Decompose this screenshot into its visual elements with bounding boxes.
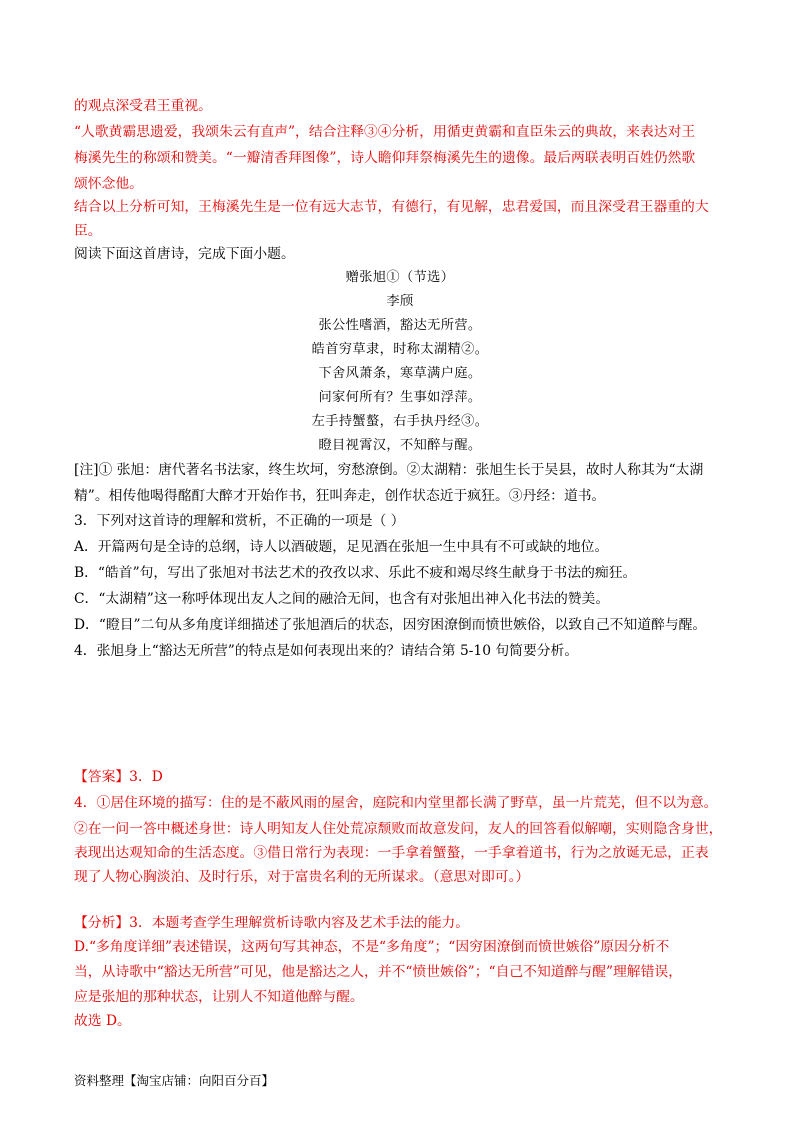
question-3-option-a: A．开篇两句是全诗的总纲，诗人以酒破题，足见酒在张旭一生中具有不可或缺的地位。 [74,539,609,555]
analysis-top-line-2: “人歌黄霸思遗爱，我颂朱云有直声”，结合注释③④分析，用循吏黄霸和直臣朱云的典故，来表达对王 [74,124,696,140]
question-3-stem: 3．下列对这首诗的理解和赏析，不正确的一项是（ ） [74,513,405,529]
notes-line-1: [注]① 张旭：唐代著名书法家，终生坎坷，穷愁潦倒。②太湖精：张旭生长于吴县，故时人称其为“太湖 [74,462,704,478]
poem-line-3: 下舍风萧条，寒草满户庭。 [318,366,482,381]
poem-line-2: 皓首穷草隶，时称太湖精②。 [311,342,489,357]
question-3-option-d: D．“瞪目”二句从多角度详细描述了张旭酒后的状态，因穷困潦倒而愤世嫉俗，以致自己不知道醉与醒。 [74,617,707,633]
poem-author: 李颀 [386,294,414,309]
question-3-option-b: B．“皓首”句，写出了张旭对书法艺术的孜孜以求、乐此不疲和竭尽终生献身于书法的痴狂。 [74,565,637,581]
page-footer: 资料整理【淘宝店铺：向阳百分百】 [74,1073,275,1088]
notes-line-2: 精”。相传他喝得酩酊大醉才开始作书，狂叫奔走，创作状态近于疯狂。③丹经：道书。 [74,488,606,504]
answer-line-1: 【答案】3．D [74,769,163,785]
analysis-top-line-5: 结合以上分析可知，王梅溪先生是一位有远大志节，有德行，有见解，忠君爱国，而且深受君王器重的大 [74,199,709,215]
analysis-top-line-1: 的观点深受君王重视。 [74,98,212,114]
poem-line-6: 瞪目视霄汉，不知醉与醒。 [318,438,482,453]
analysis-line-3: 当，从诗歌中“豁达无所营”可见，他是豁达之人，并不“愤世嫉俗”；“自己不知道醉与醒”理解错误， [74,964,682,980]
answer-line-5: 现了人物心胸淡泊、及时行乐，对于富贵名利的无所谋求。（意思对即可。） [74,869,530,885]
analysis-line-2: D.“多角度详细”表述错误，这两句写其神态，不是“多角度”；“因穷困潦倒而愤世嫉俗”原因分析不 [74,939,670,955]
analysis-top-line-3: 梅溪先生的称颂和赞美。“一瓣清香拜图像”，诗人瞻仰拜祭梅溪先生的遗像。最后两联表明百姓仍然歌 [74,150,696,166]
question-4-stem: 4．张旭身上“豁达无所营”的特点是如何表现出来的？请结合第 5-10 句简要分析。 [74,643,579,659]
analysis-top-line-4: 颂怀念他。 [74,176,143,192]
poem-line-5: 左手持蟹螯，右手执丹经③。 [311,414,489,429]
answer-line-2: 4．①居住环境的描写：住的是不蔽风雨的屋舍，庭院和内堂里都长满了野草，虽一片荒芜，但不以为意。 [74,795,718,811]
poem-title: 赠张旭①（节选） [345,270,455,285]
answer-line-3: ②在一问一答中概述身世：诗人明知友人住处荒凉颓败而故意发问，友人的回答看似解嘲，实则隐含身世， [74,821,723,837]
reading-intro: 阅读下面这首唐诗，完成下面小题。 [74,246,295,262]
question-3-option-c: C．“太湖精”这一称呼体现出友人之间的融洽无间，也含有对张旭出神入化书法的赞美。 [74,591,610,607]
poem-line-4: 问家何所有？生事如浮萍。 [318,390,482,405]
poem-line-1: 张公性嗜酒，豁达无所营。 [318,318,482,333]
analysis-line-4: 应是张旭的那种状态，让别人不知道他醉与醒。 [74,989,364,1005]
analysis-line-1: 【分析】3．本题考查学生理解赏析诗歌内容及艺术手法的能力。 [74,915,470,931]
analysis-line-5: 故选 D。 [74,1013,131,1029]
answer-line-4: 表现出达观知命的生活态度。③借日常行为表现：一手拿着蟹螯，一手拿着道书，行为之放诞无忌，正表 [74,845,709,861]
analysis-top-line-6: 臣。 [74,223,102,239]
